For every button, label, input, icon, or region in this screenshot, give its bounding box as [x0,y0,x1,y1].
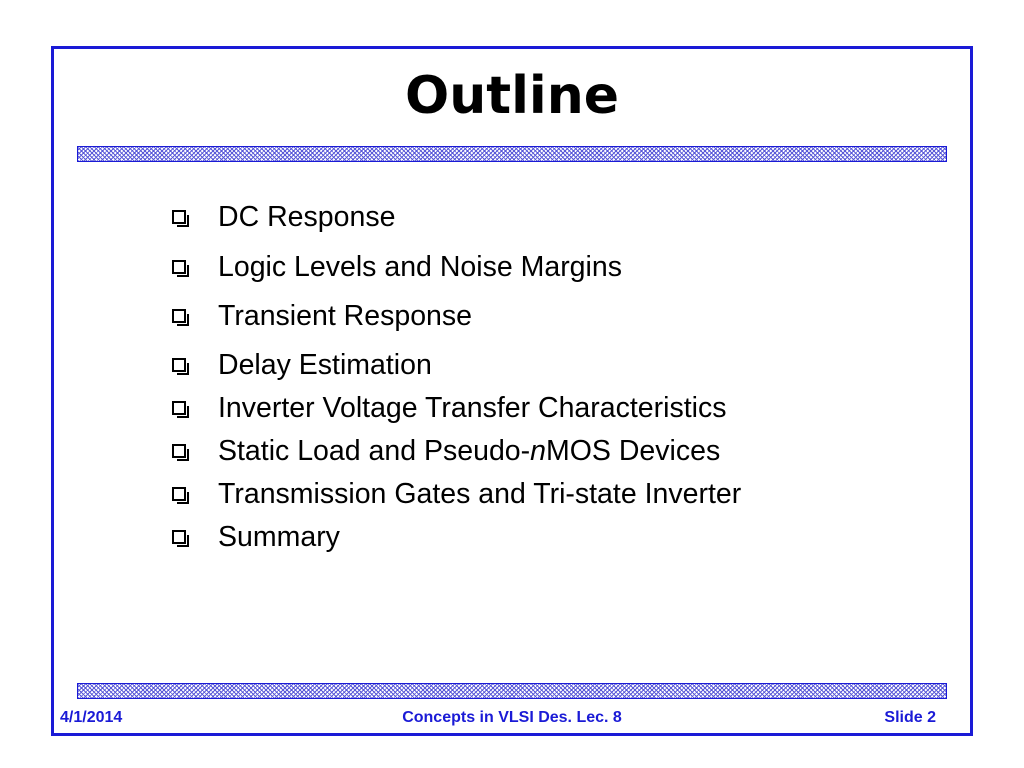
checkbox-bullet-icon [172,401,186,415]
bullet-item [172,476,741,512]
checkbox-bullet-icon [172,358,186,372]
bullet-item [172,249,622,285]
checkbox-bullet-icon [172,530,186,544]
bullet-item [172,298,472,334]
bullet-item [172,199,395,235]
checkbox-bullet-icon [172,444,186,458]
bullet-text-part: Static Load and Pseudo- [218,434,531,467]
checkbox-bullet-icon [172,260,186,274]
bullet-text: Transient Response [218,299,472,332]
bullet-text-italic: n [530,434,546,467]
bullet-item [172,390,726,426]
checkbox-bullet-icon [172,487,186,501]
bullet-item [172,519,340,555]
bullet-text: DC Response [218,200,396,233]
footer-date: 4/1/2014 [60,709,123,726]
bottom-hatched-divider [77,683,947,699]
bullet-text: Logic Levels and Noise Margins [218,250,622,283]
footer-slide-number: Slide 2 [884,709,936,726]
slide-title: Outline [404,66,620,126]
bullet-text: Delay Estimation [218,348,432,381]
bullet-item [172,347,432,383]
bullet-text: Transmission Gates and Tri-state Inverter [218,477,742,510]
bullet-text: Summary [218,520,340,553]
checkbox-bullet-icon [172,309,186,323]
bullet-text-part: MOS Devices [546,434,721,467]
bullet-text: Inverter Voltage Transfer Characteristics [218,391,727,424]
bullet-item [172,433,720,469]
bullet-text [218,435,720,468]
footer-course-title: Concepts in VLSI Des. Lec. 8 [402,709,622,726]
checkbox-bullet-icon [172,210,186,224]
